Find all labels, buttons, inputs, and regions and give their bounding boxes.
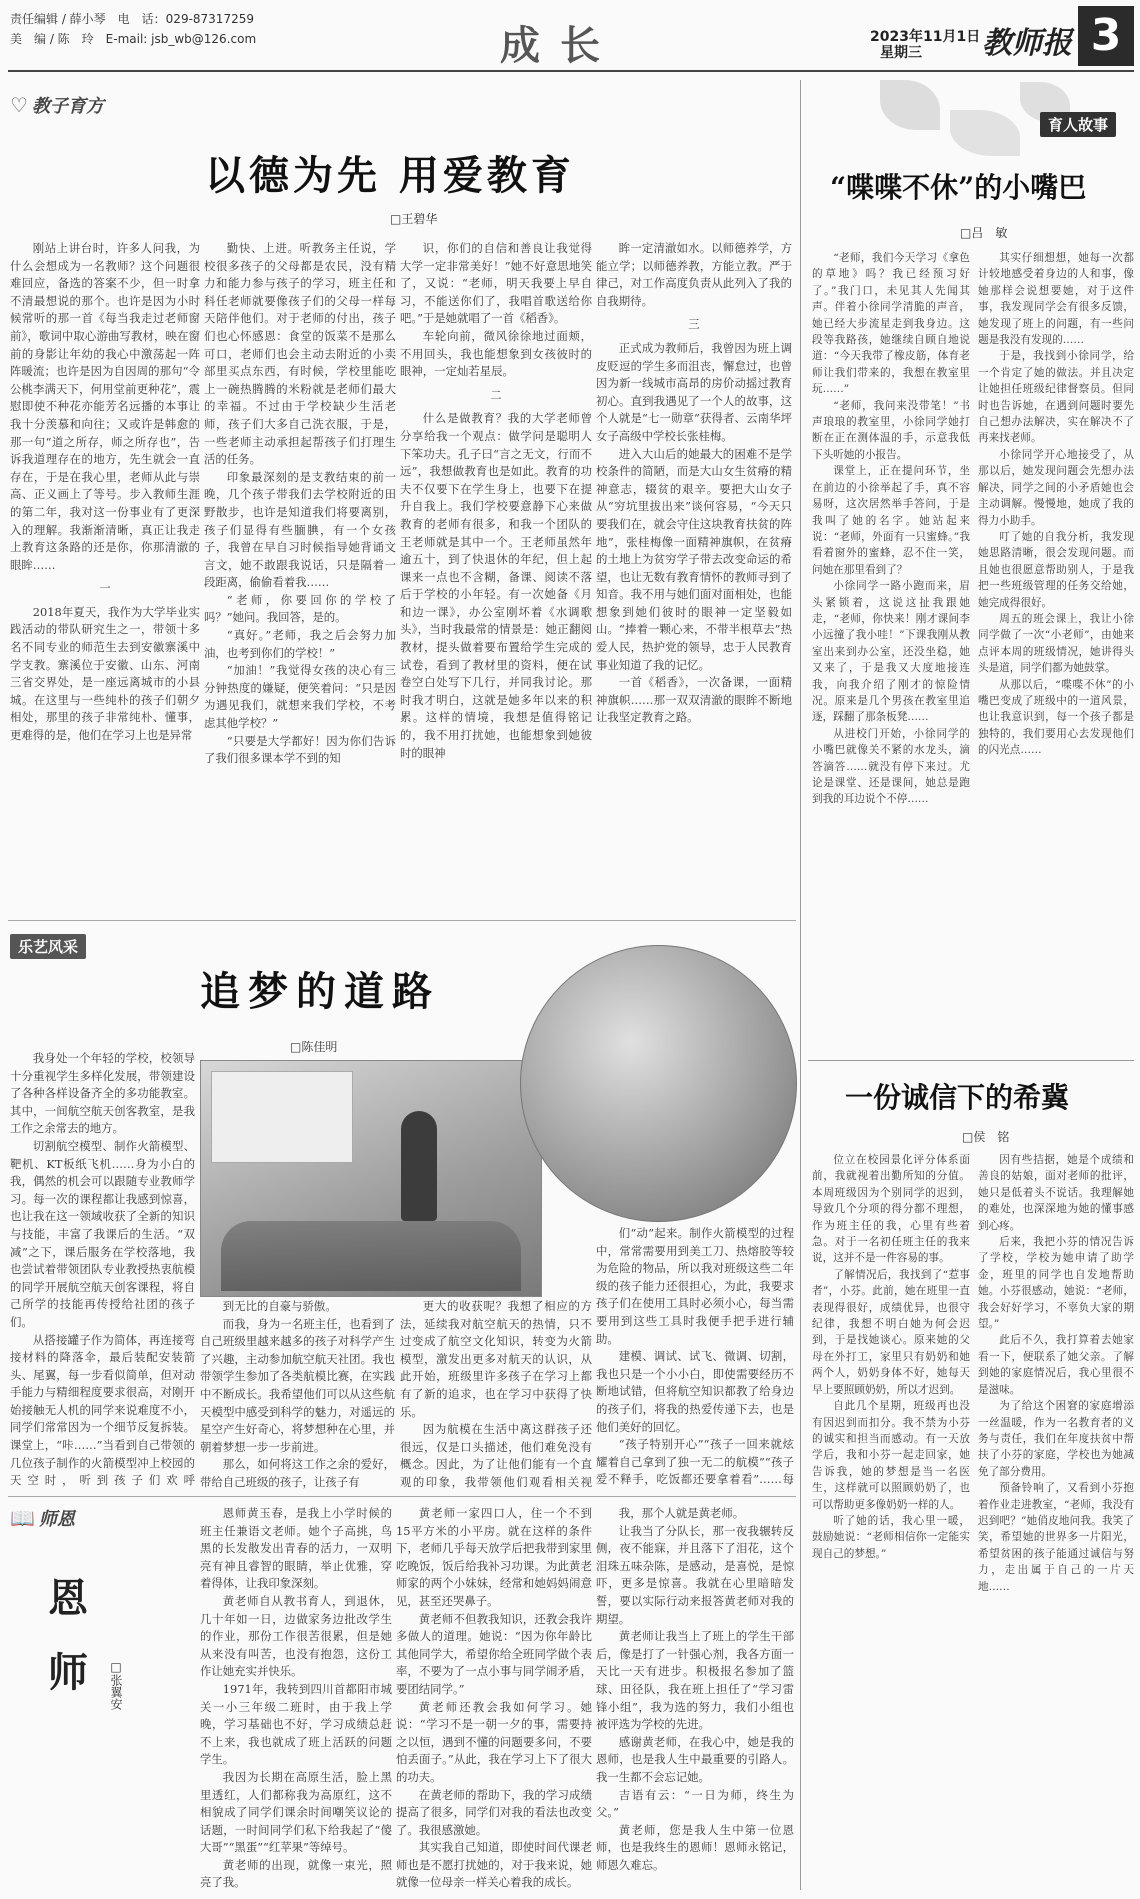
article2-column-3 xyxy=(400,1298,592,1490)
paragraph: 印象最深刻的是支教结束的前一晚，几个孩子带我们去学校附近的田野散步，也许是知道我们将要离别，孩子们显得有些腼腆，有一个女孩子，我曾在早自习时候指导她背诵文言文，她不敢跟我说话，只是隔着一段距离，偷偷看着我…… xyxy=(204,469,396,590)
paragraph: 一首《稻香》，一次备课，一面精神旗帜……那一双双清澈的眼眸不断地让我坚定教育之路。 xyxy=(596,675,792,725)
students-figure xyxy=(221,1221,521,1291)
side2-byline: □侯 铭 xyxy=(962,1130,1010,1144)
column-tag-happy: 乐艺风采 xyxy=(10,934,86,959)
article3-column-3 xyxy=(596,1505,794,1890)
classroom-photo xyxy=(200,1060,542,1297)
paragraph: 此后不久，我打算着去她家看一下，便联系了她父亲。了解到她的家庭情况后，我心里很不是滋味。 xyxy=(978,1334,1134,1396)
paragraph: 为了给这个困窘的家庭增添一丝温暖，作为一名教育者的义务与责任，我们在年度扶贫中帮扶了小芬的家庭，学校也为她减免了部分费用。 xyxy=(978,1400,1134,1478)
paragraph: 切割航空模型、制作火箭模型、靶机、KT板纸飞机……身为小白的我，偶然的机会可以跟随专业教师学习。每一次的课程都让我感到惊喜，也让我在这一领域收获了全新的知识与技能，丰富了我课后的生活。“双减”之下，课后服务在学校落地，我也尝试着带领团队专业教授热衷航模的同学开展航空航天创客课程，将自己所学的技能再传授给社团的孩子们。 xyxy=(10,1138,195,1329)
paragraph: 我身处一个年轻的学校，校领导十分重视学生多样化发展，带领建设了各种各样设备齐全的多功能教室。其中，一间航空航天创客教室，是我工作之余常去的地方。 xyxy=(10,1051,195,1136)
paragraph: 们“动”起来。制作火箭模型的过程中，常常需要用到美工刀、热熔胶等较为危险的物品，所以我对班级这些二年级的孩子能力还很担心，为此，我要求孩子们在使用工具时必须小心，每当需要用到这些工具时我便手把手进行辅助。 xyxy=(596,1226,794,1346)
title-char: 师 xyxy=(48,1649,88,1696)
article1-byline: □王碧华 xyxy=(390,212,438,226)
paragraph: 小徐同学开心地接受了，从那以后，她发现问题会先想办法解决，同学之间的小矛盾她也会主动调解。慢慢地，她成了我的得力小助手。 xyxy=(978,448,1134,527)
paragraph: “老师，我问来没带笔！”书声琅琅的教室里，小徐同学她打断在正在测体温的手，示意我低下头听她的小报告。 xyxy=(812,399,970,461)
paragraph: 黄老师的出现，就像一束光，照亮了我。 xyxy=(200,1857,392,1890)
article2-column-4 xyxy=(596,1225,794,1490)
paragraph: 后来，我把小芬的情况告诉了学校，学校为她申请了助学金，班里的同学也自发地帮助她。小芬很感动，她说：“老师，我会好好学习，不辜负大家的期望。” xyxy=(978,1236,1134,1331)
paragraph: 让我当了分队长，那一夜我辗转反侧，夜不能寐，并且落下了泪花，这个泪珠五味杂陈，是感动，是喜悦，是惊吓，更多是惊喜。我就在心里暗暗发誓，要以实际行动来报答黄老师对我的期望。 xyxy=(596,1523,794,1626)
paragraph: 什么是做教育？我的大学老师曾分享给我一个观点：做学问是聪明人下笨功夫。孔子曰“言之无文，行而不远”，我想做教育也是如此。教育的功夫不仅要下在学生身上，也要下在提升自我上。我们学校要意静下心来做教育的老师有很多，和我一个团队的王老师就是其中一个。王老师虽然年逾五十，到了快退休的年纪，但上起课来一点也不含糊，备课、阅读不落后于学校的小年轻。有一次她备《月和边一课》，办公室刚坏着《水调歌头》，当时我最常的情景是：她正翻阅教材，提头做着要布置给学生完成的试卷，看到了教材里的资料，便在试卷空白处写下几行，并同我讨论。那时我才明白，这就是她多年以来的积累。这样的情境，我想是值得铭记的，我不用打扰她，也能想象到她彼时的眼神 xyxy=(400,411,592,760)
paragraph: 那么，如何将这工作之余的爱好，带给自己班级的孩子，让孩子有 xyxy=(200,1457,395,1489)
side1-column-1 xyxy=(812,250,970,1050)
heart-icon: ♡ xyxy=(10,93,28,117)
article1-column-2 xyxy=(204,240,396,920)
side2-column-1 xyxy=(812,1152,970,1890)
paragraph: “只要是大学都好！因为你们告诉了我们很多课本学不到的知 xyxy=(204,733,396,766)
paragraph: “老师，我们今天学习《拿色的草地》吗？我已经预习好了。”我门口，未见其人先闻其声。伴着小徐同学清脆的声音，她已经大步流星走到我身边。这段等我路孩，她继续自顾自地说道：“今天我带了橡皮筋，体育老师让我们带来的，我想在教室里玩……” xyxy=(812,252,970,396)
side1-byline: □吕 敏 xyxy=(960,226,1008,240)
column-tag-teacher xyxy=(10,1505,75,1531)
paragraph: 我，那个人就是黄老师。 xyxy=(618,1506,745,1520)
issue-weekday: 星期三 xyxy=(880,45,922,61)
paragraph: 识，你们的自信和善良让我觉得大学一定非常美好！”她不好意思地笑了，又说：“老师，明天我要上早自习，不能送你们了，我唱首歌送给你吧。”于是她就唱了一首《稻香》。 xyxy=(400,241,592,326)
side2-headline: 一份诚信下的希冀 xyxy=(845,1081,1070,1114)
paragraph: 更大的收获呢？我想了相应的方法，延续我对航空航天的热情，只不过变成了航空文化知识，转变为火箭模型，激发出更多对航天的认识，从此开始，班级里许多孩子在学习上都有了新的追求，也在学习中获得了快乐。 xyxy=(400,1299,592,1419)
teacher-figure xyxy=(401,1111,437,1221)
paragraph: “孩子特别开心”“孩子一回来就炫耀着自己拿到了独一无二的航模”“孩子爱不释手，吃饭都还要拿着看”……每 xyxy=(596,1437,794,1487)
paragraph: 从那以后，“喋喋不休”的小嘴巴变成了班级中的一道风景，也让我意识到，每一个孩子都是独特的，我们要用心去发现他们的闪光点…… xyxy=(978,678,1134,757)
paragraph: 车轮向前，微风徐徐地过面颊，不用回头，我也能想象到女孩彼时的眼神，一定灿若星辰。 xyxy=(400,328,592,379)
paragraph: 其实我自己知道，即使时间代课老师也是不愿打扰她的，对于我来说，她就像一位母亲一样关心着我的成长。 xyxy=(396,1840,592,1890)
article1-column-4 xyxy=(596,240,792,920)
ginkgo-leaf-icon xyxy=(880,80,940,130)
article1-headline: 以德为先 用爱教育 xyxy=(205,153,575,199)
article3-headline xyxy=(44,1562,92,1710)
article-divider xyxy=(8,920,796,921)
article2-column-2 xyxy=(200,1298,395,1490)
paragraph: 建模、调试、试飞、微调、切割，我也只是一个小小白，即使需要经历不断地试错，但将航空知识都教了给身边的孩子们，将我的热爱传递下去，也是他们美好的回忆。 xyxy=(596,1349,794,1434)
paragraph: 因有些拮据，她是个成绩和善良的姑娘，面对老师的批评，她只是低着头不说话。我理解她的难处，也深深地为她的懂事感到心疼。 xyxy=(978,1154,1134,1232)
editor-line: 责任编辑 / 薛小琴 电 话：029-87317259 xyxy=(10,12,254,26)
paragraph: 在黄老师的帮助下，我的学习成绩提高了很多，同学们对我的看法也改变了。我很感激她。 xyxy=(396,1787,592,1837)
paragraph: 其实仔细想想，她每一次都计较地感受着身边的人和事，像她那样会说想要她，对于这件事，我发现同学会有很多反馈，她发现了班上的问题，有一些问题是我没有发现的…… xyxy=(978,252,1134,347)
paragraph: 恩师黄玉春，是我上小学时候的班主任兼语文老师。她个子高挑，鸟黑的长发散发出青春的活力，一双明亮有神且睿智的眼睛，举止优雅，穿着得体，让我印象深刻。 xyxy=(200,1506,392,1591)
paragraph: 眸一定清澈如水。以师德养学，方能立学；以师德养教，方能立教。严于律己，对工作高度负责从此列入了我的自我期待。 xyxy=(596,241,792,308)
paragraph: 吉语有云：“一日为师，终生为父。” xyxy=(596,1787,794,1820)
paragraph: 黄老师一家四口人，住一个不到15平方米的小平房。就在这样的条件下，老师几乎每天放学后把我带到家里吃晚饭，饭后给我补习功课。为此黄老师家的两个小妹妹，经常和她妈妈闹意见，甚至还哭鼻子。 xyxy=(396,1506,592,1608)
ginkgo-leaf-icon xyxy=(950,110,1020,156)
paragraph: “加油！”我觉得女孩的决心有三分钟热度的嫌疑，便笑着问：“只是因为遇见我们，就想来我们学校，不考虑其他学校？” xyxy=(204,663,396,731)
paragraph: 到无比的自豪与骄傲。 xyxy=(222,1299,337,1313)
article3-column-1 xyxy=(200,1505,392,1890)
article1-column-1 xyxy=(10,240,200,920)
side-divider xyxy=(808,1060,1134,1061)
paragraph: 我因为长期在高原生活，脸上黑里透红，人们都称我为高原红，这不相貌成了同学们课余时间嘲笑议论的话题，一时间同学们私下给我起了“傻大哥”“黑蛋”“红苹果”等绰号。 xyxy=(200,1769,392,1855)
paragraph: 而我，身为一名班主任，也看到了自己班级里越来越多的孩子对科学产生了兴趣，主动参加航空航天社团。我也带领学生参加了各类航模比赛，在实践中不断成长。我希望他们可以从这些航天模型中感受到科学的魅力，对遥远的星空产生好奇心，将梦想种在心里，并朝着梦想一步一步前进。 xyxy=(200,1316,395,1454)
paragraph: 听了她的话，我心里一暖，鼓励她说：“老师相信你一定能实现自己的梦想。” xyxy=(812,1514,970,1560)
side2-column-2 xyxy=(978,1152,1134,1890)
paragraph: 黄老师自从教书育人，到退休，几十年如一日，边做家务边批改学生的作业，那份工作很苦很累，但是她从来没有叫苦，也没有抱怨，这份工作让她充实并快乐。 xyxy=(200,1593,392,1679)
column-tag-side: 育人故事 xyxy=(1040,112,1116,137)
paragraph: 勤快、上进。听教务主任说，学校很多孩子的父母都是农民，没有精力和能力参与孩子的学习，班主任和科任老师就要像孩子们的父母一样每天陪伴他们。对于老师的付出，孩子们也心怀感恩：食堂的饭菜不是那么可口，老师们也会主动去附近的小卖部里买点东西，有时候，学校里能吃上一碗热腾腾的米粉就是老师们最大的幸福。不过由于学校缺少生活老师，孩子们大多自己洗衣服，于是，一些老师主动承担起帮孩子们打理生活的任务。 xyxy=(204,241,396,467)
article1-column-3 xyxy=(400,240,592,920)
section-name: 成长 xyxy=(500,22,620,69)
column-tag-education xyxy=(10,92,104,118)
paragraph: 位立在校园景化评分体系面前，我就视着出勤所知的分值。本周班级因为个别同学的迟到，导致几个分项的得分都不理想，作为班主任的我，心里有些着急。对于一名初任班主任的我来说，这并不是一件容易的事。 xyxy=(812,1154,970,1265)
paragraph: 因为航模在生活中离这群孩子还很远，仅是口头描述，他们难免没有概念。因此，为了让他们能有一个直观的印象，我带领他们观看相关视 xyxy=(400,1422,592,1489)
side1-headline: “喋喋不休”的小嘴巴 xyxy=(830,171,1087,204)
paper-name-logo: 教师报 xyxy=(982,26,1072,61)
paragraph: 自此几个星期，班级再也没有因迟到而扣分。我不禁为小芬的诚实和担当而感动。有一天放学后，我和小芬一起走回家，她告诉我，她的梦想是当一名医生，这样就可以照顾奶奶了，也可以帮助更多像奶奶一样的人。 xyxy=(812,1400,970,1511)
masthead-rule xyxy=(8,70,1134,72)
paragraph: 正式成为教师后，我曾因为班上调皮贬逗的学生多而沮丧，懈怠过，也曾因为新一线城市高昂的房价动摇过教育初心。直到我遇见了一个人的故事，这个人就是“七一勋章”获得者、云南华坪女子高级中学校长张桂梅。 xyxy=(596,340,792,443)
paragraph: “真好。”老师，我之后会努力加油，也考到你们的学校！” xyxy=(204,628,396,660)
page-number: 3 xyxy=(1078,6,1134,66)
paragraph: 刚站上讲台时，许多人问我，为什么会想成为一名教师？这个问题很难回应，备选的答案不少，但一时拿不清最想说的那个。也许是因为小时候常听的那一首《每当我走过老师窗前》，歌词中取心游曲写教材，映在窗前的身影让年幼的我心中激荡起一阵阵暖流；也许是因为自因周的那句“令公桃李满天下，何用堂前更种花”，震慰即使不种花亦能芳名远播的本事让我十分羡慕和向往；又或许是韩愈的那一句“道之所存，师之所存也”，告诉我道理存在的地方，先生就会一直存在，于是在我心里，老师从此与崇高、正义画上了等号。步入教师生涯的第二年，我对这一份事业有了更深入的理解。我渐渐清晰，真正让我走上教育这条路的还是你，你那清澈的眼眸…… xyxy=(10,241,200,572)
students-rocket-photo xyxy=(520,945,797,1222)
section-number: 二 xyxy=(490,387,502,402)
section-number: 三 xyxy=(688,317,700,332)
paragraph: 小徐同学一路小跑而来，眉头紧锁着，这说这扯我跟她走，“老师，你快来！刚才课间李小远撞了我小哇！”下课我刚从教室出来到办公室，还没坐稳，她又来了，于是我又大度地接连我，向我介绍了刚才的惊险情况。原来是几个男孩在教室里追逐，踩翻了那条板凳…… xyxy=(812,580,970,724)
column-divider xyxy=(800,80,801,1890)
paragraph: 预备铃响了，又看到小芬抱着作业走进教室，“老师，我没有迟到吧？”她俏皮地问我。我笑了笑，希望她的世界多一片阳光，希望贫困的孩子能通过诚信与努力，走出属于自己的一片天地…… xyxy=(978,1482,1134,1593)
paragraph: 从进校门开始，小徐同学的小嘴巴就像关不紧的水龙头，滴答滴答……就没有停下来过。尤论是课堂、还是课间，她总是跑到我的耳边说个不停…… xyxy=(812,727,970,806)
paragraph: 课堂上，正在提问环节，坐在前边的小徐举起了手，真不容易呀，这次居然举手答问，于是我叫了她的名字。她站起来说：“老师，外面有一只蜜蜂。”我看着窗外的蜜蜂，忍不住一笑，问她在那里看到了？ xyxy=(812,465,970,576)
article-divider xyxy=(8,1496,796,1497)
paragraph: 黄老师还教会我如何学习。她说：“学习不是一朝一夕的事，需要持之以恒，遇到不懂的问题要多问，不要怕丢面子。”从此，我在学习上下了很大的功夫。 xyxy=(396,1699,592,1784)
article2-headline: 追梦的道路 xyxy=(200,969,440,1015)
paragraph: 黄老师，您是我人生中第一位恩师，也是我终生的恩师！恩师永铭记，师恩久难忘。 xyxy=(596,1822,794,1872)
paragraph: 黄老师让我当上了班上的学生干部后，像是打了一针强心剂，我各方面一天比一天有进步。积极报名参加了篮球、田径队，我在班上担任了“学习雷锋小组”，我为选的努力，我们小组也被评选为学校的先进。 xyxy=(596,1629,794,1732)
designer-line: 美 编 / 陈 玲 E-mail: jsb_wb@126.com xyxy=(10,32,257,46)
paragraph: 感谢黄老师，在我心中，她是我的恩师，也是我人生中最重要的引路人。我一生都不会忘记她。 xyxy=(596,1734,794,1784)
section-number: 一 xyxy=(99,581,111,596)
paragraph: 周五的班会课上，我让小徐同学做了一次“小老师”，由她来点评本周的班级情况，她讲得头头是道，同学们都为她鼓掌。 xyxy=(978,612,1134,675)
article2-column-1 xyxy=(10,1050,195,1490)
side1-column-2 xyxy=(978,250,1134,1050)
projector-screen-image xyxy=(211,1071,353,1163)
article3-byline: □张翼安 xyxy=(109,1660,123,1710)
article3-column-2 xyxy=(396,1505,592,1890)
paragraph: 从搭接罐子作为简体，再连接弯接材料的降落伞，最后装配安装箭头、尾翼，每一步看似简单，但对动手能力与精细程度要求很高，对刚开始接触无人机的同学来说难度不小，同学们常常因为一个细节反复拆装。课堂上，“咔……”当看到自己带领的几位孩子制作的火箭模型冲上校园的天空时，听到孩子们欢呼 xyxy=(10,1332,195,1488)
paragraph: “老师，你要回你的学校了吗？”她问。我回答，是的。 xyxy=(204,592,396,625)
article2-byline: □陈佳明 xyxy=(290,1040,338,1054)
column-tag-label: 教子育方 xyxy=(31,96,104,117)
paragraph: 2018年夏天，我作为大学毕业实践活动的带队研究生之一，带领十多名不同专业的师范生去到安徽寨溪中学支教。寨溪位于安徽、山东、河南三省交界处，是一座远离城市的小县城。在这里与一些纯朴的孩子们朝夕相处，那里的孩子非常纯朴、懂事，更难得的是，他们在学习上也是异常 xyxy=(10,604,200,743)
paragraph: 叮了她的自我分析，我发现她思路清晰，很会发现问题。而且她也很愿意帮助别人，于是我把一些班级管理的任务交给她，她完成得很好。 xyxy=(978,530,1134,609)
paragraph: 1971年，我转到四川首都阳市城关一小三年级二班时，由于我上学晚，学习基础也不好，学习成绩总赶不上来，我也就成了班上活跃的问题学生。 xyxy=(200,1681,392,1767)
title-char: 恩 xyxy=(48,1575,88,1622)
paragraph: 黄老师不但教我知识，还教会我许多做人的道理。她说：“因为你年龄比其他同学大，希望你给全班同学做个表率，不要为了一点小事与同学闹矛盾，要团结同学。” xyxy=(396,1611,592,1696)
issue-date: 2023年11月1日 xyxy=(870,29,981,45)
column-tag-label: 师恩 xyxy=(38,1509,75,1530)
paragraph: 进入大山后的她最大的困难不是学校条件的简陋，而是大山女生贫瘠的精神意志，辍贫的艰辛。要把大山女子从“穷坑里拔出来”谈何容易，“今天只要我们在，就会守住这块教育扶贫的阵地”，张桂梅像一面精神旗帜，在贫瘠的土地上为贫穷学子带去改变命运的希望，也让无数有教育情怀的教师寻到了知音。我不用与她们面对面相处，也能想象到她们彼时的眼神一定坚毅如山。“捧着一颗心来，不带半根草去”热爱人民，热护党的领导，忠于人民教育事业知道了我的记忆。 xyxy=(596,446,792,672)
paragraph: 于是，我找到小徐同学，给一个肯定了她的做法。并且决定让她担任班级纪律督察员。但同时也告诉她，在遇到问题时要先自己想办法解决，实在解决不了再来找老师。 xyxy=(978,350,1134,445)
paragraph: 了解情况后，我找到了“惹事者”，小芬。此前，她在班里一直表现得很好，成绩优异，也很守纪律，我想不明白她为何会迟到，于是找她谈心。原来她的父母在外打工，家里只有奶奶和她两个人，奶奶身体不好，她每天早上要照顾奶奶，所以才迟到。 xyxy=(812,1268,970,1396)
book-icon: 📖 xyxy=(10,1506,35,1530)
